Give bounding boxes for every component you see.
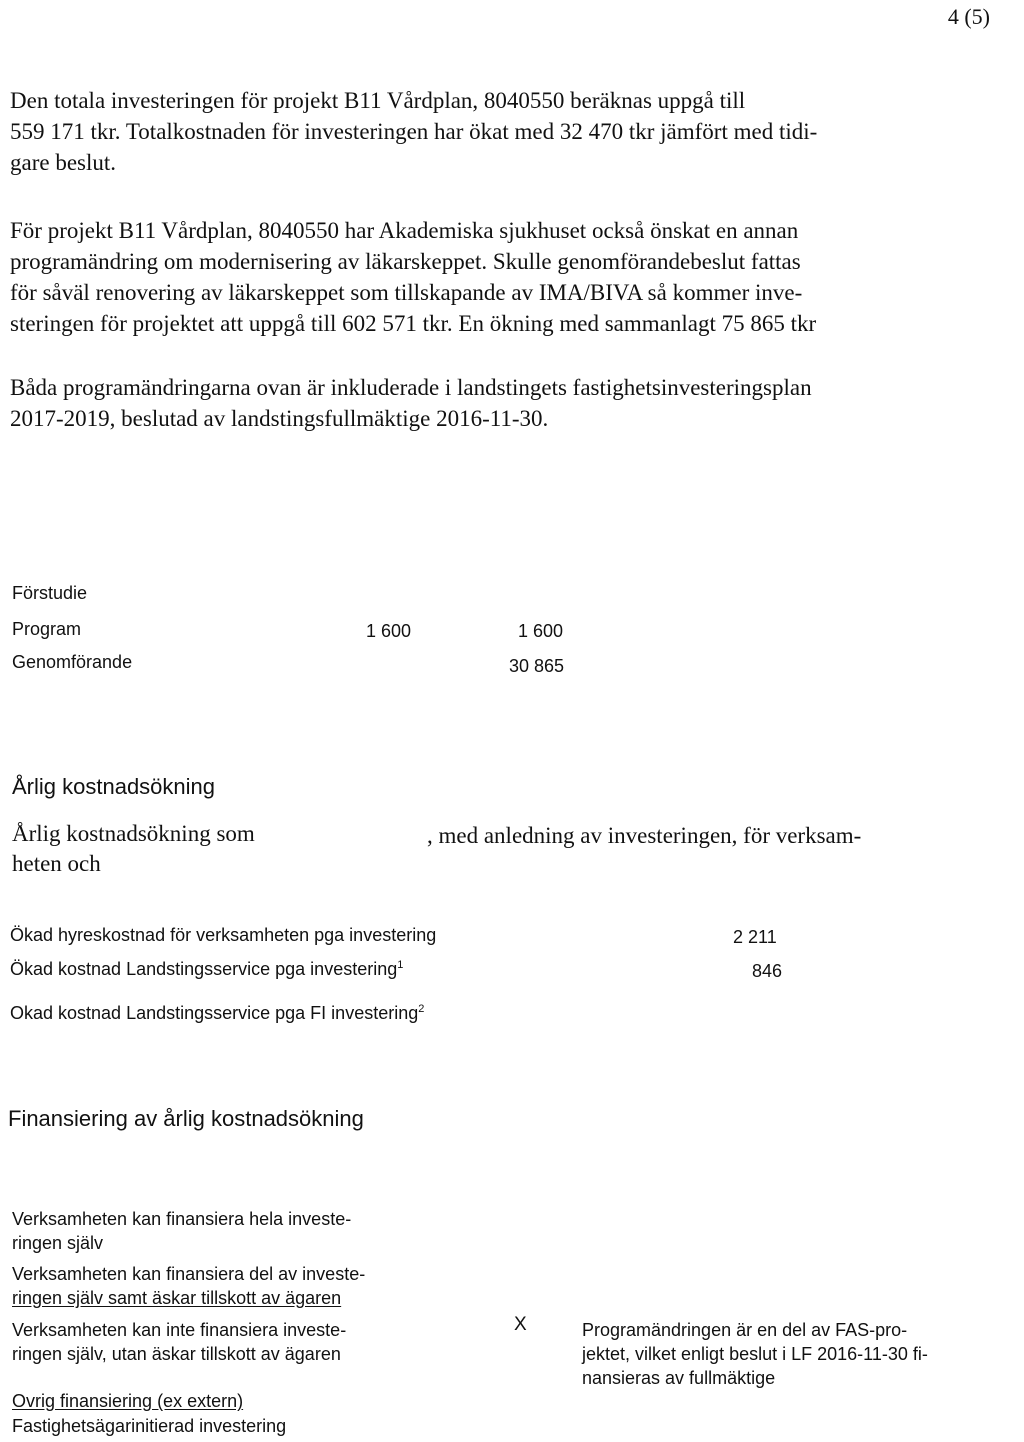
cost-row-value: 2 211 <box>733 927 777 947</box>
page-number: 4 (5) <box>947 4 990 29</box>
financing-option: Verksamheten kan finansiera hela investe- ringen själv <box>12 1209 352 1253</box>
paragraph-investment-plan <box>10 372 970 434</box>
phase-value: 1 600 <box>518 621 564 641</box>
footnote-marker: 1 <box>397 959 404 971</box>
text-line: programändring om modernisering av läkarskeppet. Skulle genomförandebeslut fattas <box>10 249 801 274</box>
text-line: Den totala investeringen för projekt B11 Vårdplan, 8040550 beräknas uppgå till <box>10 88 746 113</box>
annual-cost-heading: Årlig kostnadsökning <box>12 774 216 799</box>
phase-label: Program <box>12 619 82 639</box>
financing-option: Verksamheten kan finansiera del av investe- ringen själv samt äskar tillskott av ägaren <box>12 1264 366 1308</box>
text-line: 559 171 tkr. Totalkostnaden för investeringen har ökat med 32 470 tkr jämfört med tidi- <box>10 119 818 144</box>
annual-cost-text-a: Årlig kostnadsökning som <box>12 821 255 846</box>
annual-cost-text-c: heten och <box>12 851 101 876</box>
phase-label: Förstudie <box>12 583 88 603</box>
phase-value: 30 865 <box>509 656 565 676</box>
cost-row-label: Ökad kostnad Landstingsservice pga investering$^1$ <box>10 959 404 979</box>
financing-option-selected: Verksamheten kan inte finansiera investe- ringen själv, utan äskar tillskott av ägaren <box>12 1320 347 1364</box>
text-line: för såväl renovering av läkarskeppet som tillskapande av IMA/BIVA så kommer inve- <box>10 280 803 305</box>
text-line: Båda programändringarna ovan är inkluderade i landstingets fastighetsinvesteringsplan <box>10 375 812 400</box>
financing-comment: Programändringen är en del av FAS-pro- jektet, vilket enligt beslut i LF 2016-11-30 fi- nansieras av fullmäktige <box>582 1320 928 1388</box>
text-line: 2017-2019, beslutad av landstingsfullmäktige 2016-11-30. <box>10 406 549 431</box>
cost-row-value: 846 <box>752 961 783 981</box>
text-line: gare beslut. <box>10 150 117 175</box>
financing-option: Fastighetsägarinitierad investering <box>12 1416 287 1436</box>
selection-mark: X <box>514 1314 527 1335</box>
footnote-marker: 2 <box>418 1003 425 1015</box>
phase-label: Genomförande <box>12 652 133 672</box>
text-line: steringen för projektet att uppgå till 602 571 tkr. En ökning med sammanlagt 75 865 tkr <box>10 311 817 336</box>
financing-option: Ovrig finansiering (ex extern) <box>12 1391 244 1411</box>
annual-cost-text-b: , med anledning av investeringen, för verksam- <box>427 823 862 848</box>
paragraph-total-investment <box>10 85 970 178</box>
phase-value: 1 600 <box>366 621 412 641</box>
financing-heading: Finansiering av årlig kostnadsökning <box>8 1106 364 1131</box>
cost-row-label: Okad kostnad Landstingsservice pga FI investering$^2$ <box>10 1003 425 1023</box>
paragraph-program-change <box>10 215 970 339</box>
cost-row-label: Ökad hyreskostnad för verksamheten pga investering <box>10 925 437 945</box>
text-line: För projekt B11 Vårdplan, 8040550 har Akademiska sjukhuset också önskat en annan <box>10 218 799 243</box>
